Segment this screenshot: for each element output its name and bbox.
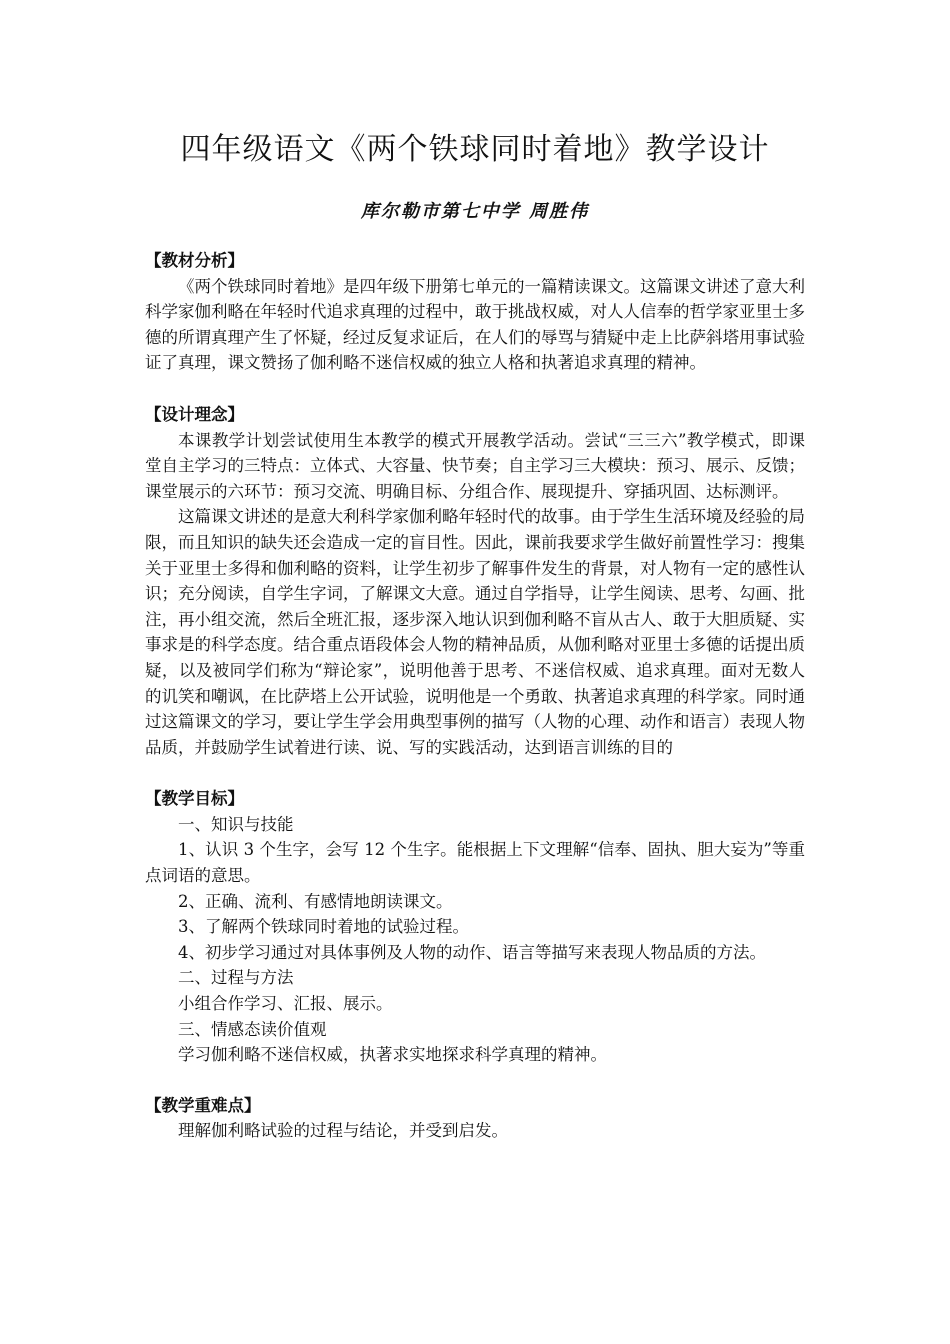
paragraph: 《两个铁球同时着地》是四年级下册第七单元的一篇精读课文。这篇课文讲述了意大利科学家伽利略在年轻时代追求真理的过程中，敢于挑战权威，对人人信奉的哲学家亚里士多德的所谓真理产生了怀疑，经过反复求证后，在人们的辱骂与猜疑中走上比萨斜塔用事试验证了真理，课文赞扬了伽利略不迷信权威的独立人格和执著追求真理的精神。 xyxy=(145,276,805,373)
subheading: 三、情感态读价值观 xyxy=(178,1019,327,1039)
list-item: 2、正确、流利、有感情地朗读课文。 xyxy=(178,891,453,911)
section-heading-goals: 【教学目标】 xyxy=(145,789,244,809)
section-analysis xyxy=(145,248,805,376)
document-title: 四年级语文《两个铁球同时着地》教学设计 xyxy=(180,132,770,167)
section-heading-concept: 【设计理念】 xyxy=(145,404,244,424)
section-concept xyxy=(145,402,805,760)
subheading: 一、知识与技能 xyxy=(178,814,294,834)
paragraph: 这篇课文讲述的是意大利科学家伽利略年轻时代的故事。由于学生生活环境及经验的局限，而且知识的缺失还会造成一定的盲目性。因此，课前我要求学生做好前置性学习：搜集关于亚里士多得和伽利略的资料，让学生初步了解事件发生的背景，对人物有一定的感性认识；充分阅读，自学生字词，了解课文大意。通过自学指导，让学生阅读、思考、勾画、批注，再小组交流，然后全班汇报，逐步深入地认识到伽利略不盲从古人、敢于大胆质疑、实事求是的科学态度。结合重点语段体会人物的精神品质，从伽利略对亚里士多德的话提出质疑，以及被同学们称为“辩论家”，说明他善于思考、不迷信权威、追求真理。面对无数人的讥笑和嘲讽，在比萨塔上公开试验，说明他是一个勇敢、执著追求真理的科学家。同时通过这篇课文的学习，要让学生学会用典型事例的描写（人物的心理、动作和语言）表现人物品质，并鼓励学生试着进行读、说、写的实践活动，达到语言训练的目的 xyxy=(145,507,805,757)
subheading: 二、过程与方法 xyxy=(178,968,294,988)
section-keypoints xyxy=(145,1093,805,1144)
document-body xyxy=(145,248,805,1144)
list-item: 4、初步学习通过对具体事例及人物的动作、语言等描写来表现人物品质的方法。 xyxy=(178,942,766,962)
paragraph: 小组合作学习、汇报、展示。 xyxy=(178,994,393,1014)
list-item: 1、认识 3 个生字，会写 12 个生字。能根据上下文理解“信奉、固执、胆大妄为”等重点词语的意思。 xyxy=(145,840,805,886)
section-heading-analysis: 【教材分析】 xyxy=(145,251,244,270)
section-goals xyxy=(145,786,805,1068)
document-author: 库尔勒市第七中学 周胜伟 xyxy=(360,201,590,222)
paragraph: 理解伽利略试验的过程与结论，并受到启发。 xyxy=(178,1121,508,1141)
paragraph: 本课教学计划尝试使用生本教学的模式开展教学活动。尝试“三三六”教学模式，即课堂自主学习的三特点：立体式、大容量、快节奏；自主学习三大模块：预习、展示、反馈；课堂展示的六环节：预习交流、明确目标、分组合作、展现提升、穿插巩固、达标测评。 xyxy=(145,430,805,501)
list-item: 3、了解两个铁球同时着地的试验过程。 xyxy=(178,917,469,937)
paragraph: 学习伽利略不迷信权威，执著求实地探求科学真理的精神。 xyxy=(178,1045,607,1065)
section-heading-keypoints: 【教学重难点】 xyxy=(145,1095,261,1115)
